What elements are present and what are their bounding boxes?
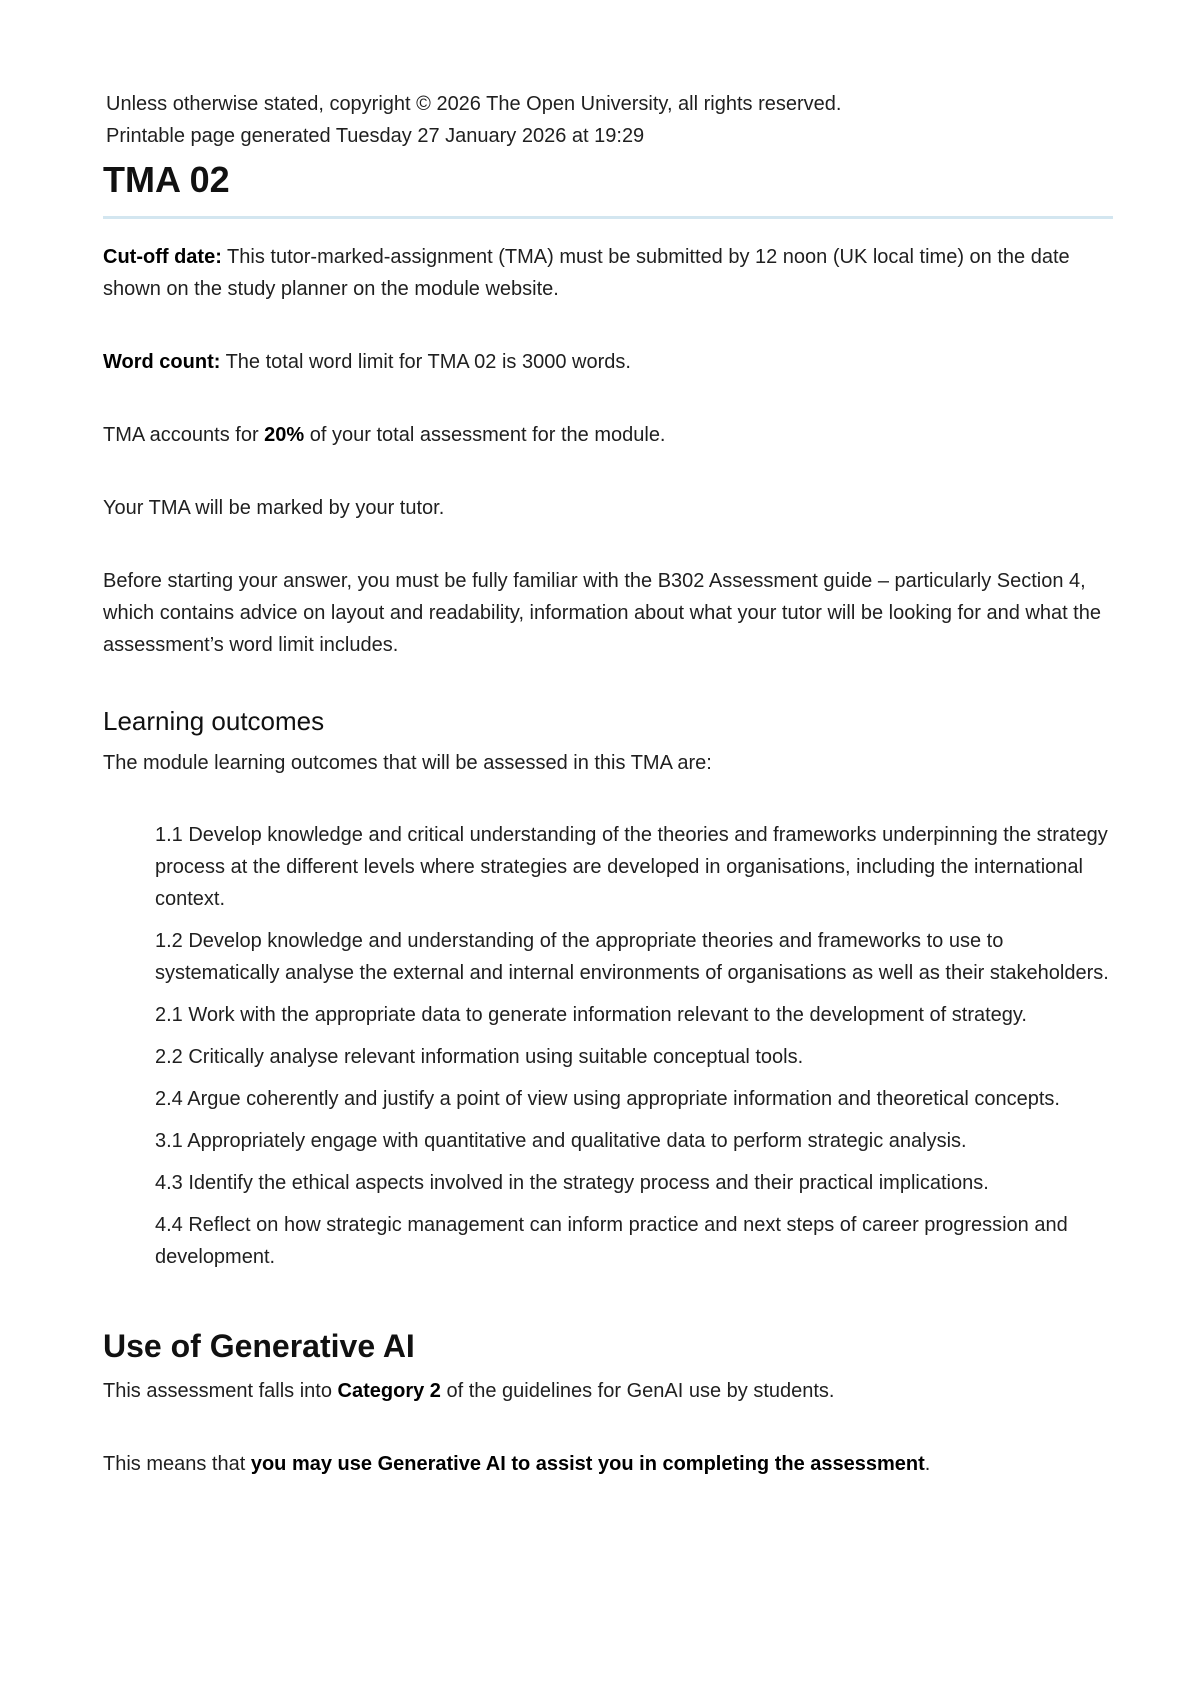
learning-outcomes-heading: Learning outcomes [103, 706, 325, 736]
weighting-pre: TMA accounts for [103, 424, 265, 446]
wordcount-label: Word count: [103, 351, 221, 373]
genai-means-post: . [924, 1453, 931, 1475]
cutoff-text: This tutor-marked-assignment (TMA) must be submitted by 12 noon (UK local time) on the date shown on the study planner on the module website. [103, 246, 1070, 300]
wordcount-paragraph [103, 346, 1113, 378]
learning-outcomes-intro: The module learning outcomes that will be assessed in this TMA are: [103, 752, 712, 774]
document-page [103, 88, 1113, 1480]
weighting-paragraph [103, 419, 1113, 451]
learning-outcomes-list [155, 819, 1113, 1273]
outcome-item: 1.1 Develop knowledge and critical understanding of the theories and frameworks underpinning the strategy process at the different levels where strategies are developed in organisations, including the international context. [155, 824, 1108, 910]
outcome-item: 3.1 Appropriately engage with quantitative and qualitative data to perform strategic analysis. [155, 1130, 967, 1152]
wordcount-text: The total word limit for TMA 02 is 3000 words. [220, 351, 631, 373]
genai-category-paragraph [103, 1375, 1113, 1407]
weighting-value: 20% [264, 424, 305, 446]
generated-timestamp: Printable page generated Tuesday 27 January 2026 at 19:29 [106, 125, 645, 147]
cutoff-label: Cut-off date: [103, 246, 222, 268]
genai-means-emphasis: you may use Generative AI to assist you in completing the assessment [250, 1453, 925, 1475]
title-divider [103, 216, 1113, 219]
genai-means-paragraph [103, 1448, 1113, 1480]
page-title: TMA 02 [103, 159, 230, 200]
genai-heading: Use of Generative AI [103, 1328, 415, 1364]
copyright-notice: Unless otherwise stated, copyright © 2026 The Open University, all rights reserved. [106, 93, 842, 115]
genai-category-value: Category 2 [337, 1380, 441, 1402]
outcome-item: 4.4 Reflect on how strategic management can inform practice and next steps of career progression and development. [155, 1214, 1068, 1268]
before-paragraph: Before starting your answer, you must be fully familiar with the B302 Assessment guide – particularly Section 4, which contains advice on layout and readability, information about what your tutor will be looking for and what the assessment’s word limit includes. [103, 570, 1101, 656]
outcome-item: 4.3 Identify the ethical aspects involved in the strategy process and their practical implications. [155, 1172, 989, 1194]
genai-means-pre: This means that [103, 1453, 251, 1475]
marked-paragraph: Your TMA will be marked by your tutor. [103, 497, 445, 519]
weighting-post: of your total assessment for the module. [304, 424, 666, 446]
genai-category-pre: This assessment falls into [103, 1380, 338, 1402]
outcome-item: 2.2 Critically analyse relevant information using suitable conceptual tools. [155, 1046, 804, 1068]
outcome-item: 2.1 Work with the appropriate data to generate information relevant to the development of strategy. [155, 1004, 1027, 1026]
genai-category-post: of the guidelines for GenAI use by students. [440, 1380, 835, 1402]
cutoff-paragraph [103, 241, 1113, 305]
outcome-item: 2.4 Argue coherently and justify a point of view using appropriate information and theoretical concepts. [155, 1088, 1060, 1110]
outcome-item: 1.2 Develop knowledge and understanding of the appropriate theories and frameworks to use to systematically analyse the external and internal environments of organisations as well as their stakeholders. [155, 930, 1109, 984]
